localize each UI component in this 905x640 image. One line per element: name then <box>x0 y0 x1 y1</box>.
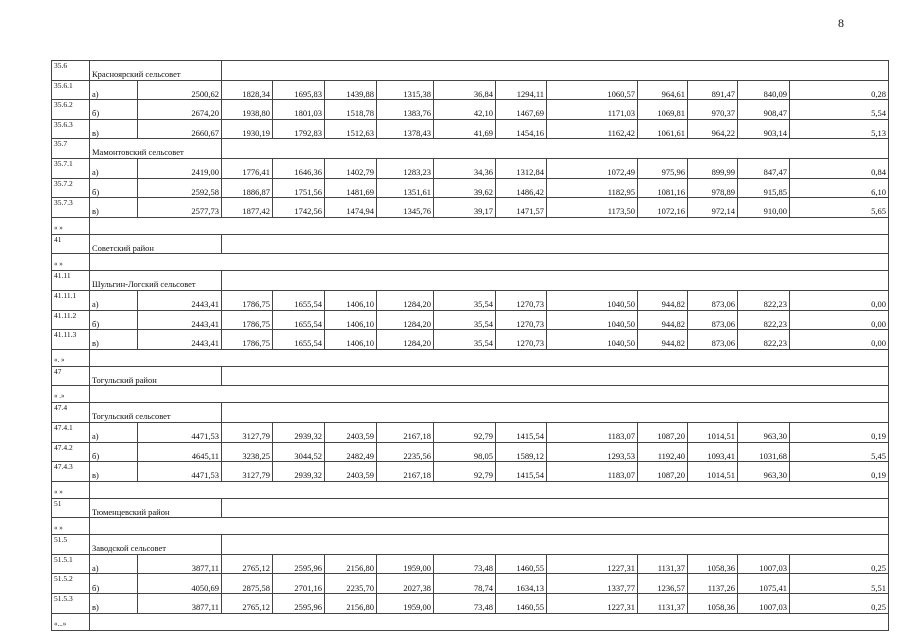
value-cell: 822,23 <box>738 310 790 330</box>
continuation-filler <box>90 613 889 630</box>
value-cell: 1959,00 <box>377 554 434 574</box>
value-cell: 1776,41 <box>222 158 273 178</box>
value-cell: 1751,56 <box>273 178 325 198</box>
value-cell: 2443,41 <box>138 330 222 350</box>
value-cell: 1270,73 <box>496 310 547 330</box>
value-cell: 1270,73 <box>496 330 547 350</box>
value-cell: 2027,38 <box>377 574 434 594</box>
value-cell: 891,47 <box>688 80 738 100</box>
value-cell: 2167,18 <box>377 422 434 442</box>
value-cell: 2577,73 <box>138 198 222 218</box>
row-code: 41.11.2 <box>52 310 90 330</box>
value-cell: 944,82 <box>638 330 688 350</box>
section-filler-cell <box>222 139 889 159</box>
value-cell: 1486,42 <box>496 178 547 198</box>
value-cell: 0,19 <box>790 462 889 482</box>
value-cell: 944,82 <box>638 290 688 310</box>
value-cell: 1315,38 <box>377 80 434 100</box>
value-cell: 1786,75 <box>222 310 273 330</box>
value-cell: 1518,78 <box>325 100 377 120</box>
section-title: Шульгин-Логский сельсовет <box>90 271 222 291</box>
row-label: а) <box>90 554 138 574</box>
value-cell: 1093,41 <box>688 442 738 462</box>
value-cell: 73,48 <box>434 554 496 574</box>
table-row <box>52 100 889 120</box>
value-cell: 3238,25 <box>222 442 273 462</box>
continuation-mark: «...» <box>52 613 90 630</box>
section-filler-cell <box>222 366 889 386</box>
value-cell: 944,82 <box>638 310 688 330</box>
value-cell: 1058,36 <box>688 594 738 614</box>
row-label: б) <box>90 442 138 462</box>
value-cell: 1467,69 <box>496 100 547 120</box>
value-cell: 873,06 <box>688 310 738 330</box>
row-label: а) <box>90 422 138 442</box>
value-cell: 908,47 <box>738 100 790 120</box>
value-cell: 1406,10 <box>325 330 377 350</box>
section-header-row <box>52 139 889 159</box>
value-cell: 1293,53 <box>547 442 638 462</box>
value-cell: 1270,73 <box>496 290 547 310</box>
table-row <box>52 554 889 574</box>
continuation-mark: « .» <box>52 386 90 403</box>
section-filler-cell <box>222 61 889 81</box>
continuation-row <box>52 349 889 366</box>
value-cell: 1131,37 <box>638 594 688 614</box>
value-cell: 2875,58 <box>222 574 273 594</box>
value-cell: 822,23 <box>738 290 790 310</box>
value-cell: 915,85 <box>738 178 790 198</box>
value-cell: 2443,41 <box>138 310 222 330</box>
value-cell: 0,28 <box>790 80 889 100</box>
value-cell: 1312,84 <box>496 158 547 178</box>
value-cell: 972,14 <box>688 198 738 218</box>
row-label: а) <box>90 158 138 178</box>
section-code: 47 <box>52 366 90 386</box>
value-cell: 1072,49 <box>547 158 638 178</box>
value-cell: 2500,62 <box>138 80 222 100</box>
table-row <box>52 594 889 614</box>
value-cell: 1014,51 <box>688 462 738 482</box>
value-cell: 42,10 <box>434 100 496 120</box>
value-cell: 2235,56 <box>377 442 434 462</box>
row-code: 35.6.3 <box>52 119 90 139</box>
tariff-table <box>51 60 889 631</box>
row-code: 47.4.1 <box>52 422 90 442</box>
value-cell: 92,79 <box>434 422 496 442</box>
value-cell: 1345,76 <box>377 198 434 218</box>
value-cell: 2419,00 <box>138 158 222 178</box>
row-code: 51.5.1 <box>52 554 90 574</box>
row-code: 35.6.2 <box>52 100 90 120</box>
value-cell: 1294,11 <box>496 80 547 100</box>
table-row <box>52 422 889 442</box>
value-cell: 1162,42 <box>547 119 638 139</box>
value-cell: 1283,23 <box>377 158 434 178</box>
value-cell: 1060,57 <box>547 80 638 100</box>
value-cell: 1415,54 <box>496 462 547 482</box>
value-cell: 1087,20 <box>638 422 688 442</box>
value-cell: 1192,40 <box>638 442 688 462</box>
section-code: 35.6 <box>52 61 90 81</box>
section-header-row <box>52 366 889 386</box>
value-cell: 1695,83 <box>273 80 325 100</box>
section-code: 51 <box>52 498 90 518</box>
section-title: Тогульский сельсовет <box>90 403 222 423</box>
continuation-mark: « » <box>52 254 90 271</box>
row-label: б) <box>90 178 138 198</box>
value-cell: 1171,03 <box>547 100 638 120</box>
value-cell: 3127,79 <box>222 422 273 442</box>
table-row <box>52 574 889 594</box>
value-cell: 1481,69 <box>325 178 377 198</box>
value-cell: 873,06 <box>688 330 738 350</box>
value-cell: 1930,19 <box>222 119 273 139</box>
continuation-row <box>52 386 889 403</box>
value-cell: 1474,94 <box>325 198 377 218</box>
value-cell: 1014,51 <box>688 422 738 442</box>
value-cell: 6,10 <box>790 178 889 198</box>
section-header-row <box>52 61 889 81</box>
value-cell: 2403,59 <box>325 422 377 442</box>
continuation-row <box>52 481 889 498</box>
value-cell: 34,36 <box>434 158 496 178</box>
value-cell: 0,19 <box>790 422 889 442</box>
value-cell: 1655,54 <box>273 330 325 350</box>
value-cell: 1786,75 <box>222 290 273 310</box>
value-cell: 1040,50 <box>547 330 638 350</box>
section-code: 35.7 <box>52 139 90 159</box>
value-cell: 1072,16 <box>638 198 688 218</box>
value-cell: 3877,11 <box>138 554 222 574</box>
table-row <box>52 119 889 139</box>
row-code: 51.5.3 <box>52 594 90 614</box>
value-cell: 3877,11 <box>138 594 222 614</box>
continuation-filler <box>90 386 889 403</box>
section-title: Заводской сельсовет <box>90 535 222 555</box>
table-row <box>52 310 889 330</box>
row-label: а) <box>90 80 138 100</box>
value-cell: 78,74 <box>434 574 496 594</box>
value-cell: 1227,31 <box>547 554 638 574</box>
value-cell: 1742,56 <box>273 198 325 218</box>
value-cell: 1236,57 <box>638 574 688 594</box>
value-cell: 1439,88 <box>325 80 377 100</box>
row-code: 41.11.3 <box>52 330 90 350</box>
value-cell: 2443,41 <box>138 290 222 310</box>
value-cell: 1646,36 <box>273 158 325 178</box>
value-cell: 975,96 <box>638 158 688 178</box>
value-cell: 3044,52 <box>273 442 325 462</box>
row-label: в) <box>90 462 138 482</box>
value-cell: 2482,49 <box>325 442 377 462</box>
row-label: в) <box>90 198 138 218</box>
value-cell: 1031,68 <box>738 442 790 462</box>
value-cell: 1069,81 <box>638 100 688 120</box>
row-code: 35.7.1 <box>52 158 90 178</box>
value-cell: 1959,00 <box>377 594 434 614</box>
row-label: в) <box>90 330 138 350</box>
value-cell: 1886,87 <box>222 178 273 198</box>
value-cell: 39,62 <box>434 178 496 198</box>
value-cell: 41,69 <box>434 119 496 139</box>
continuation-mark: « » <box>52 481 90 498</box>
value-cell: 1460,55 <box>496 594 547 614</box>
value-cell: 1406,10 <box>325 310 377 330</box>
row-code: 47.4.3 <box>52 462 90 482</box>
value-cell: 1284,20 <box>377 310 434 330</box>
section-title: Тогульский район <box>90 366 222 386</box>
value-cell: 910,00 <box>738 198 790 218</box>
value-cell: 2674,20 <box>138 100 222 120</box>
value-cell: 0,00 <box>790 330 889 350</box>
row-label: в) <box>90 594 138 614</box>
value-cell: 5,65 <box>790 198 889 218</box>
value-cell: 4471,53 <box>138 422 222 442</box>
value-cell: 2701,16 <box>273 574 325 594</box>
section-title: Советский район <box>90 234 222 254</box>
section-code: 41.11 <box>52 271 90 291</box>
value-cell: 2235,70 <box>325 574 377 594</box>
row-label: а) <box>90 290 138 310</box>
value-cell: 1406,10 <box>325 290 377 310</box>
value-cell: 1786,75 <box>222 330 273 350</box>
section-header-row <box>52 403 889 423</box>
page-number: 8 <box>838 16 844 30</box>
row-code: 51.5.2 <box>52 574 90 594</box>
value-cell: 1828,34 <box>222 80 273 100</box>
value-cell: 1589,12 <box>496 442 547 462</box>
value-cell: 1460,55 <box>496 554 547 574</box>
value-cell: 1655,54 <box>273 290 325 310</box>
value-cell: 5,13 <box>790 119 889 139</box>
section-title: Красноярский сельсовет <box>90 61 222 81</box>
value-cell: 1801,03 <box>273 100 325 120</box>
value-cell: 1938,80 <box>222 100 273 120</box>
value-cell: 1007,03 <box>738 554 790 574</box>
value-cell: 2660,67 <box>138 119 222 139</box>
value-cell: 1182,95 <box>547 178 638 198</box>
value-cell: 1337,77 <box>547 574 638 594</box>
value-cell: 2939,32 <box>273 422 325 442</box>
table-row <box>52 80 889 100</box>
table-row <box>52 330 889 350</box>
value-cell: 963,30 <box>738 462 790 482</box>
value-cell: 1378,43 <box>377 119 434 139</box>
value-cell: 5,54 <box>790 100 889 120</box>
value-cell: 2765,12 <box>222 594 273 614</box>
table-row <box>52 290 889 310</box>
continuation-filler <box>90 349 889 366</box>
continuation-row <box>52 254 889 271</box>
value-cell: 964,22 <box>688 119 738 139</box>
value-cell: 978,89 <box>688 178 738 198</box>
value-cell: 1383,76 <box>377 100 434 120</box>
continuation-filler <box>90 254 889 271</box>
section-title: Тюменцевский район <box>90 498 222 518</box>
value-cell: 35,54 <box>434 310 496 330</box>
section-filler-cell <box>222 234 889 254</box>
row-label: б) <box>90 310 138 330</box>
value-cell: 1007,03 <box>738 594 790 614</box>
value-cell: 1284,20 <box>377 330 434 350</box>
value-cell: 1454,16 <box>496 119 547 139</box>
value-cell: 2595,96 <box>273 554 325 574</box>
section-filler-cell <box>222 498 889 518</box>
section-header-row <box>52 535 889 555</box>
section-header-row <box>52 234 889 254</box>
section-title: Мамонтовский сельсовет <box>90 139 222 159</box>
value-cell: 1471,57 <box>496 198 547 218</box>
value-cell: 5,45 <box>790 442 889 462</box>
value-cell: 963,30 <box>738 422 790 442</box>
value-cell: 2156,80 <box>325 554 377 574</box>
continuation-filler <box>90 217 889 234</box>
value-cell: 1284,20 <box>377 290 434 310</box>
value-cell: 0,00 <box>790 290 889 310</box>
table-body <box>52 61 889 631</box>
value-cell: 1183,07 <box>547 422 638 442</box>
value-cell: 2595,96 <box>273 594 325 614</box>
row-code: 35.7.2 <box>52 178 90 198</box>
value-cell: 970,37 <box>688 100 738 120</box>
value-cell: 1227,31 <box>547 594 638 614</box>
continuation-row <box>52 613 889 630</box>
value-cell: 873,06 <box>688 290 738 310</box>
value-cell: 1061,61 <box>638 119 688 139</box>
value-cell: 35,54 <box>434 290 496 310</box>
value-cell: 2765,12 <box>222 554 273 574</box>
value-cell: 4050,69 <box>138 574 222 594</box>
section-header-row <box>52 498 889 518</box>
value-cell: 1137,26 <box>688 574 738 594</box>
value-cell: 0,00 <box>790 310 889 330</box>
value-cell: 39,17 <box>434 198 496 218</box>
value-cell: 1087,20 <box>638 462 688 482</box>
value-cell: 1183,07 <box>547 462 638 482</box>
value-cell: 35,54 <box>434 330 496 350</box>
value-cell: 1402,79 <box>325 158 377 178</box>
value-cell: 1634,13 <box>496 574 547 594</box>
value-cell: 0,25 <box>790 554 889 574</box>
section-code: 47.4 <box>52 403 90 423</box>
value-cell: 36,84 <box>434 80 496 100</box>
value-cell: 1655,54 <box>273 310 325 330</box>
section-filler-cell <box>222 403 889 423</box>
value-cell: 92,79 <box>434 462 496 482</box>
value-cell: 2403,59 <box>325 462 377 482</box>
row-label: б) <box>90 100 138 120</box>
value-cell: 1792,83 <box>273 119 325 139</box>
table-row <box>52 198 889 218</box>
value-cell: 1512,63 <box>325 119 377 139</box>
value-cell: 73,48 <box>434 594 496 614</box>
section-filler-cell <box>222 271 889 291</box>
continuation-filler <box>90 481 889 498</box>
value-cell: 903,14 <box>738 119 790 139</box>
value-cell: 1058,36 <box>688 554 738 574</box>
continuation-filler <box>90 518 889 535</box>
value-cell: 1351,61 <box>377 178 434 198</box>
continuation-row <box>52 518 889 535</box>
value-cell: 5,51 <box>790 574 889 594</box>
continuation-row <box>52 217 889 234</box>
row-label: в) <box>90 119 138 139</box>
value-cell: 1040,50 <box>547 310 638 330</box>
value-cell: 1173,50 <box>547 198 638 218</box>
value-cell: 840,09 <box>738 80 790 100</box>
value-cell: 98,05 <box>434 442 496 462</box>
value-cell: 1081,16 <box>638 178 688 198</box>
continuation-mark: «. » <box>52 349 90 366</box>
value-cell: 1075,41 <box>738 574 790 594</box>
row-code: 35.7.3 <box>52 198 90 218</box>
value-cell: 3127,79 <box>222 462 273 482</box>
row-code: 35.6.1 <box>52 80 90 100</box>
section-header-row <box>52 271 889 291</box>
value-cell: 0,25 <box>790 594 889 614</box>
value-cell: 4471,53 <box>138 462 222 482</box>
value-cell: 847,47 <box>738 158 790 178</box>
value-cell: 1131,37 <box>638 554 688 574</box>
row-code: 47.4.2 <box>52 442 90 462</box>
value-cell: 1415,54 <box>496 422 547 442</box>
row-code: 41.11.1 <box>52 290 90 310</box>
value-cell: 1877,42 <box>222 198 273 218</box>
value-cell: 2167,18 <box>377 462 434 482</box>
value-cell: 2156,80 <box>325 594 377 614</box>
value-cell: 822,23 <box>738 330 790 350</box>
table-row <box>52 158 889 178</box>
continuation-mark: « » <box>52 518 90 535</box>
table-row <box>52 462 889 482</box>
value-cell: 1040,50 <box>547 290 638 310</box>
value-cell: 0,84 <box>790 158 889 178</box>
section-code: 51.5 <box>52 535 90 555</box>
value-cell: 2939,32 <box>273 462 325 482</box>
value-cell: 964,61 <box>638 80 688 100</box>
section-filler-cell <box>222 535 889 555</box>
value-cell: 4645,11 <box>138 442 222 462</box>
table-row <box>52 178 889 198</box>
continuation-mark: « » <box>52 217 90 234</box>
section-code: 41 <box>52 234 90 254</box>
value-cell: 899,99 <box>688 158 738 178</box>
value-cell: 2592,58 <box>138 178 222 198</box>
row-label: б) <box>90 574 138 594</box>
table-row <box>52 442 889 462</box>
